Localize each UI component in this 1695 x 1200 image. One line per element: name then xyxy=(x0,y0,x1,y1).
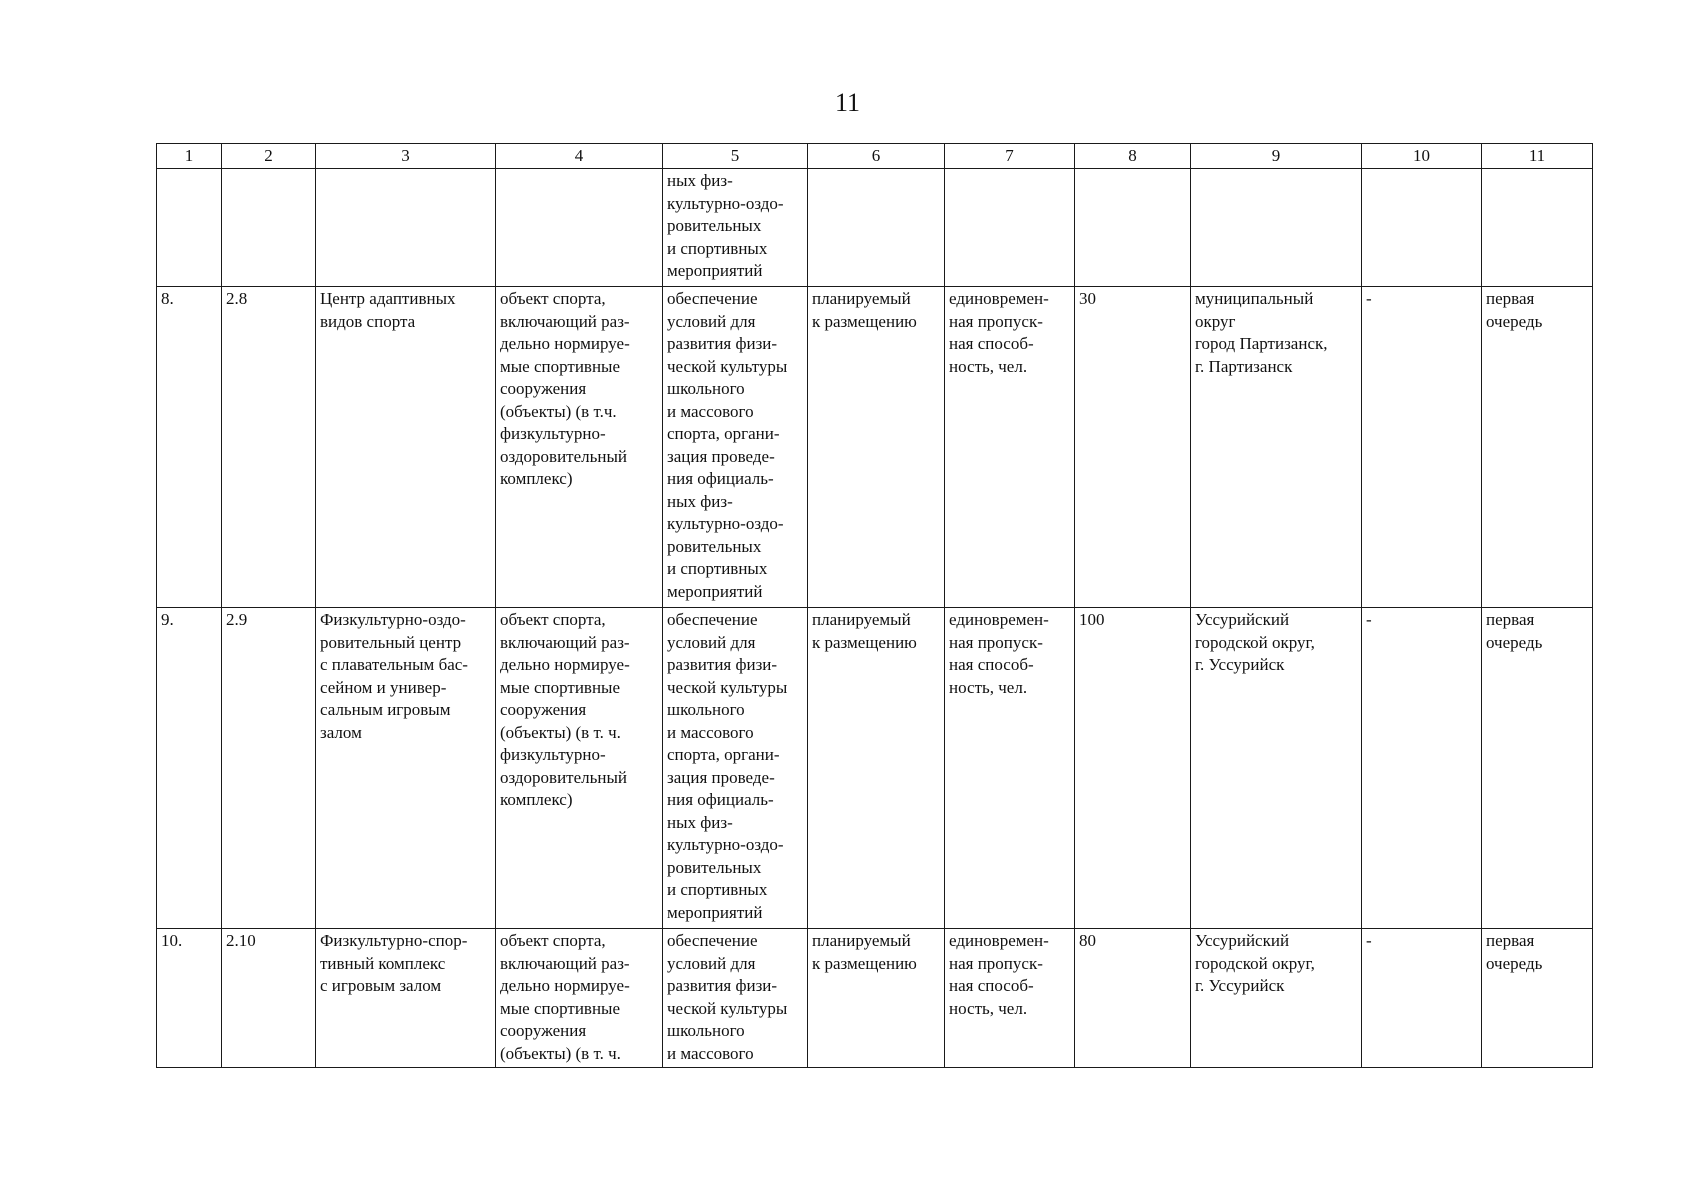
header-cell: 4 xyxy=(496,144,663,169)
header-cell: 7 xyxy=(945,144,1075,169)
cell-object-name xyxy=(316,169,496,287)
cell-zone: - xyxy=(1362,608,1482,929)
cell-capacity xyxy=(1075,169,1191,287)
cell-capacity: 30 xyxy=(1075,287,1191,608)
header-cell: 6 xyxy=(808,144,945,169)
cell-stage: первая очередь xyxy=(1482,608,1593,929)
cell-object-name: Центр адаптивных видов спорта xyxy=(316,287,496,608)
cell-status xyxy=(808,169,945,287)
page-number: 11 xyxy=(834,88,861,117)
cell-number: 10. xyxy=(157,929,222,1068)
cell-location xyxy=(1191,169,1362,287)
header-cell: 5 xyxy=(663,144,808,169)
header-cell: 10 xyxy=(1362,144,1482,169)
cell-location: Уссурийский городской округ, г. Уссурийск xyxy=(1191,608,1362,929)
cell-capacity: 100 xyxy=(1075,608,1191,929)
header-cell: 2 xyxy=(222,144,316,169)
cell-stage: первая очередь xyxy=(1482,929,1593,1068)
cell-object-type: объект спорта, включающий раз- дельно нормируе- мые спортивные сооружения (объекты) (в т. ч. xyxy=(496,929,663,1068)
cell-index: 2.10 xyxy=(222,929,316,1068)
header-cell: 9 xyxy=(1191,144,1362,169)
header-cell: 1 xyxy=(157,144,222,169)
cell-stage xyxy=(1482,169,1593,287)
cell-number xyxy=(157,169,222,287)
cell-characteristic: единовремен- ная пропуск- ная способ- ность, чел. xyxy=(945,608,1075,929)
cell-zone: - xyxy=(1362,287,1482,608)
header-cell: 3 xyxy=(316,144,496,169)
header-cell: 11 xyxy=(1482,144,1593,169)
objects-table xyxy=(156,143,1593,1068)
cell-characteristic: единовремен- ная пропуск- ная способ- ность, чел. xyxy=(945,929,1075,1068)
cell-number: 8. xyxy=(157,287,222,608)
table-row xyxy=(157,287,1593,608)
cell-index: 2.9 xyxy=(222,608,316,929)
cell-object-name: Физкультурно-спор- тивный комплекс с игровым залом xyxy=(316,929,496,1068)
cell-zone: - xyxy=(1362,929,1482,1068)
cell-object-type: объект спорта, включающий раз- дельно нормируе- мые спортивные сооружения (объекты) (в т.ч. физкультурно- оздоровительный комплекс) xyxy=(496,287,663,608)
cell-zone xyxy=(1362,169,1482,287)
cell-purpose: обеспечение условий для развития физи- ческой культуры школьного и массового спорта, органи- зация проведе- ния официаль- ных физ- культурно-оздо- ровительных и спортивных мероприятий xyxy=(663,608,808,929)
cell-object-type: объект спорта, включающий раз- дельно нормируе- мые спортивные сооружения (объекты) (в т. ч. физкультурно- оздоровительный комплекс) xyxy=(496,608,663,929)
cell-purpose: обеспечение условий для развития физи- ческой культуры школьного и массового спорта, органи- зация проведе- ния официаль- ных физ- культурно-оздо- ровительных и спортивных мероприятий xyxy=(663,287,808,608)
table-row xyxy=(157,169,1593,287)
cell-purpose: ных физ- культурно-оздо- ровительных и спортивных мероприятий xyxy=(663,169,808,287)
cell-status: планируемый к размещению xyxy=(808,287,945,608)
cell-status: планируемый к размещению xyxy=(808,608,945,929)
cell-stage: первая очередь xyxy=(1482,287,1593,608)
cell-index xyxy=(222,169,316,287)
cell-capacity: 80 xyxy=(1075,929,1191,1068)
cell-location: Уссурийский городской округ, г. Уссурийск xyxy=(1191,929,1362,1068)
table-row xyxy=(157,929,1593,1068)
cell-purpose: обеспечение условий для развития физи- ческой культуры школьного и массового xyxy=(663,929,808,1068)
cell-index: 2.8 xyxy=(222,287,316,608)
cell-status: планируемый к размещению xyxy=(808,929,945,1068)
cell-location: муниципальный округ город Партизанск, г. Партизанск xyxy=(1191,287,1362,608)
cell-object-name: Физкультурно-оздо- ровительный центр с плавательным бас- сейном и универ- сальным игровым залом xyxy=(316,608,496,929)
table-header-row xyxy=(157,144,1593,169)
cell-characteristic xyxy=(945,169,1075,287)
table-row xyxy=(157,608,1593,929)
cell-characteristic: единовремен- ная пропуск- ная способ- ность, чел. xyxy=(945,287,1075,608)
header-cell: 8 xyxy=(1075,144,1191,169)
cell-number: 9. xyxy=(157,608,222,929)
cell-object-type xyxy=(496,169,663,287)
